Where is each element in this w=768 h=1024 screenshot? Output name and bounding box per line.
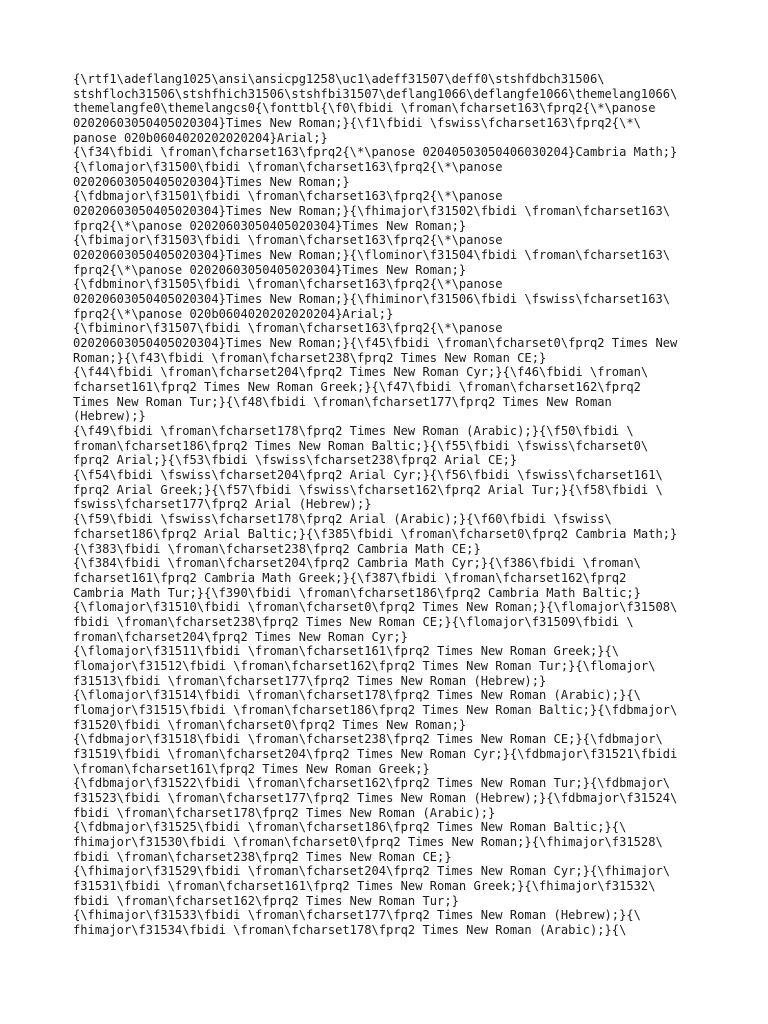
text-line: {\f54\fbidi \fswiss\fcharset204\fprq2 Arial Cyr;}{\f56\fbidi \fswiss\fcharset161\ — [73, 468, 663, 483]
text-line: {\fbimajor\f31503\fbidi \froman\fcharset163\fprq2{\*\panose — [73, 233, 503, 248]
text-line: 02020603050405020304}Times New Roman;}{\fhimajor\f31502\fbidi \froman\fcharset163\ — [73, 204, 671, 219]
text-line: flomajor\f31512\fbidi \froman\fcharset162\fprq2 Times New Roman Tur;}{\flomajor\ — [73, 658, 656, 673]
text-line: panose 020b0604020202020204}Arial;} — [73, 130, 328, 145]
text-line: {\f383\fbidi \froman\fcharset238\fprq2 Cambria Math CE;} — [73, 541, 481, 556]
text-line: fprq2{\*\panose 02020603050405020304}Times New Roman;} — [73, 218, 467, 233]
text-line: themelangfe0\themelangcs0{\fonttbl{\f0\fbidi \froman\fcharset163\fprq2{\*\panose — [73, 101, 656, 116]
text-line: flomajor\f31515\fbidi \froman\fcharset186\fprq2 Times New Roman Baltic;}{\fdbmajor\ — [73, 702, 678, 717]
text-line: fprq2 Arial Greek;}{\f57\fbidi \fswiss\fcharset162\fprq2 Arial Tur;}{\f58\fbidi \ — [73, 482, 663, 497]
text-line: fhimajor\f31534\fbidi \froman\fcharset178\fprq2 Times New Roman (Arabic);}{\ — [73, 922, 627, 937]
text-line: {\fdbmajor\f31522\fbidi \froman\fcharset162\fprq2 Times New Roman Tur;}{\fdbmajor\ — [73, 776, 671, 791]
text-line: fcharset161\fprq2 Cambria Math Greek;}{\f387\fbidi \froman\fcharset162\fprq2 — [73, 570, 627, 585]
text-line: 02020603050405020304}Times New Roman;}{\f1\fbidi \fswiss\fcharset163\fprq2{\*\ — [73, 116, 641, 131]
text-line: {\flomajor\f31511\fbidi \froman\fcharset161\fprq2 Times New Roman Greek;}{\ — [73, 644, 620, 659]
text-line: {\rtf1\adeflang1025\ansi\ansicpg1258\uc1\adeff31507\deff0\stshfdbch31506\ — [73, 72, 605, 86]
text-line: {\f34\fbidi \froman\fcharset163\fprq2{\*\panose 02040503050406030204}Cambria Math;} — [73, 145, 678, 160]
text-line: fprq2{\*\panose 020b0604020202020204}Arial;} — [73, 306, 394, 321]
text-line: {\f59\fbidi \fswiss\fcharset178\fprq2 Arial (Arabic);}{\f60\fbidi \fswiss\ — [73, 512, 612, 527]
text-line: fhimajor\f31530\fbidi \froman\fcharset0\fprq2 Times New Roman;}{\fhimajor\f31528\ — [73, 834, 663, 849]
text-line: fbidi \froman\fcharset178\fprq2 Times New Roman (Arabic);} — [73, 805, 496, 820]
text-line: 02020603050405020304}Times New Roman;}{\fhiminor\f31506\fbidi \fswiss\fcharset163\ — [73, 292, 671, 307]
text-line: Roman;}{\f43\fbidi \froman\fcharset238\fprq2 Times New Roman CE;} — [73, 350, 547, 365]
text-line: 02020603050405020304}Times New Roman;} — [73, 174, 350, 189]
rtf-source-text — [73, 72, 703, 938]
text-line: 02020603050405020304}Times New Roman;}{\flominor\f31504\fbidi \froman\fcharset163\ — [73, 248, 671, 263]
text-line: Cambria Math Tur;}{\f390\fbidi \froman\fcharset186\fprq2 Cambria Math Baltic;} — [73, 585, 641, 600]
text-line: {\fdbmajor\f31518\fbidi \froman\fcharset238\fprq2 Times New Roman CE;}{\fdbmajor\ — [73, 732, 663, 747]
text-line: f31531\fbidi \froman\fcharset161\fprq2 Times New Roman Greek;}{\fhimajor\f31532\ — [73, 878, 656, 893]
text-line: {\fbiminor\f31507\fbidi \froman\fcharset163\fprq2{\*\panose — [73, 321, 503, 336]
text-line: f31513\fbidi \froman\fcharset177\fprq2 Times New Roman (Hebrew);} — [73, 673, 547, 688]
text-line: {\flomajor\f31500\fbidi \froman\fcharset163\fprq2{\*\panose — [73, 160, 503, 175]
text-line: f31523\fbidi \froman\fcharset177\fprq2 Times New Roman (Hebrew);}{\fdbmajor\f31524\ — [73, 790, 678, 805]
text-line: {\fdbmajor\f31525\fbidi \froman\fcharset186\fprq2 Times New Roman Baltic;}{\ — [73, 820, 627, 835]
text-line: {\fdbmajor\f31501\fbidi \froman\fcharset163\fprq2{\*\panose — [73, 189, 503, 204]
text-line: fswiss\fcharset177\fprq2 Arial (Hebrew);} — [73, 497, 372, 512]
text-line: Times New Roman Tur;}{\f48\fbidi \froman\fcharset177\fprq2 Times New Roman — [73, 394, 612, 409]
text-line: fbidi \froman\fcharset162\fprq2 Times New Roman Tur;} — [73, 893, 459, 908]
text-line: fbidi \froman\fcharset238\fprq2 Times New Roman CE;}{\flomajor\f31509\fbidi \ — [73, 614, 634, 629]
text-line: fprq2 Arial;}{\f53\fbidi \fswiss\fcharset238\fprq2 Arial CE;} — [73, 453, 518, 468]
text-line: 02020603050405020304}Times New Roman;}{\f45\fbidi \froman\fcharset0\fprq2 Times New — [73, 336, 678, 351]
text-line: f31519\fbidi \froman\fcharset204\fprq2 Times New Roman Cyr;}{\fdbmajor\f31521\fbidi — [73, 746, 678, 761]
text-line: froman\fcharset186\fprq2 Times New Roman Baltic;}{\f55\fbidi \fswiss\fcharset0\ — [73, 438, 649, 453]
text-line: {\fhimajor\f31529\fbidi \froman\fcharset204\fprq2 Times New Roman Cyr;}{\fhimajor\ — [73, 864, 671, 879]
text-line: {\fhimajor\f31533\fbidi \froman\fcharset177\fprq2 Times New Roman (Hebrew);}{\ — [73, 908, 641, 923]
text-line: {\flomajor\f31510\fbidi \froman\fcharset0\fprq2 Times New Roman;}{\flomajor\f31508\ — [73, 600, 678, 615]
text-line: {\fdbminor\f31505\fbidi \froman\fcharset163\fprq2{\*\panose — [73, 277, 503, 292]
text-line: stshfloch31506\stshfhich31506\stshfbi31507\deflang1066\deflangfe1066\themelang1066\ — [73, 86, 678, 101]
text-line: fcharset186\fprq2 Arial Baltic;}{\f385\fbidi \froman\fcharset0\fprq2 Cambria Math;} — [73, 526, 678, 541]
text-line: {\f49\fbidi \froman\fcharset178\fprq2 Times New Roman (Arabic);}{\f50\fbidi \ — [73, 424, 634, 439]
text-line: fbidi \froman\fcharset238\fprq2 Times New Roman CE;} — [73, 849, 452, 864]
text-line: {\flomajor\f31514\fbidi \froman\fcharset178\fprq2 Times New Roman (Arabic);}{\ — [73, 688, 641, 703]
text-line: {\f44\fbidi \froman\fcharset204\fprq2 Times New Roman Cyr;}{\f46\fbidi \froman\ — [73, 365, 649, 380]
text-line: froman\fcharset204\fprq2 Times New Roman Cyr;} — [73, 629, 408, 644]
text-line: f31520\fbidi \froman\fcharset0\fprq2 Times New Roman;} — [73, 717, 467, 732]
text-line: fprq2{\*\panose 02020603050405020304}Times New Roman;} — [73, 262, 467, 277]
text-line: (Hebrew);} — [73, 409, 146, 424]
text-line: fcharset161\fprq2 Times New Roman Greek;}{\f47\fbidi \froman\fcharset162\fprq2 — [73, 380, 641, 395]
text-line: \froman\fcharset161\fprq2 Times New Roman Greek;} — [73, 761, 430, 776]
text-line: {\f384\fbidi \froman\fcharset204\fprq2 Cambria Math Cyr;}{\f386\fbidi \froman\ — [73, 556, 641, 571]
